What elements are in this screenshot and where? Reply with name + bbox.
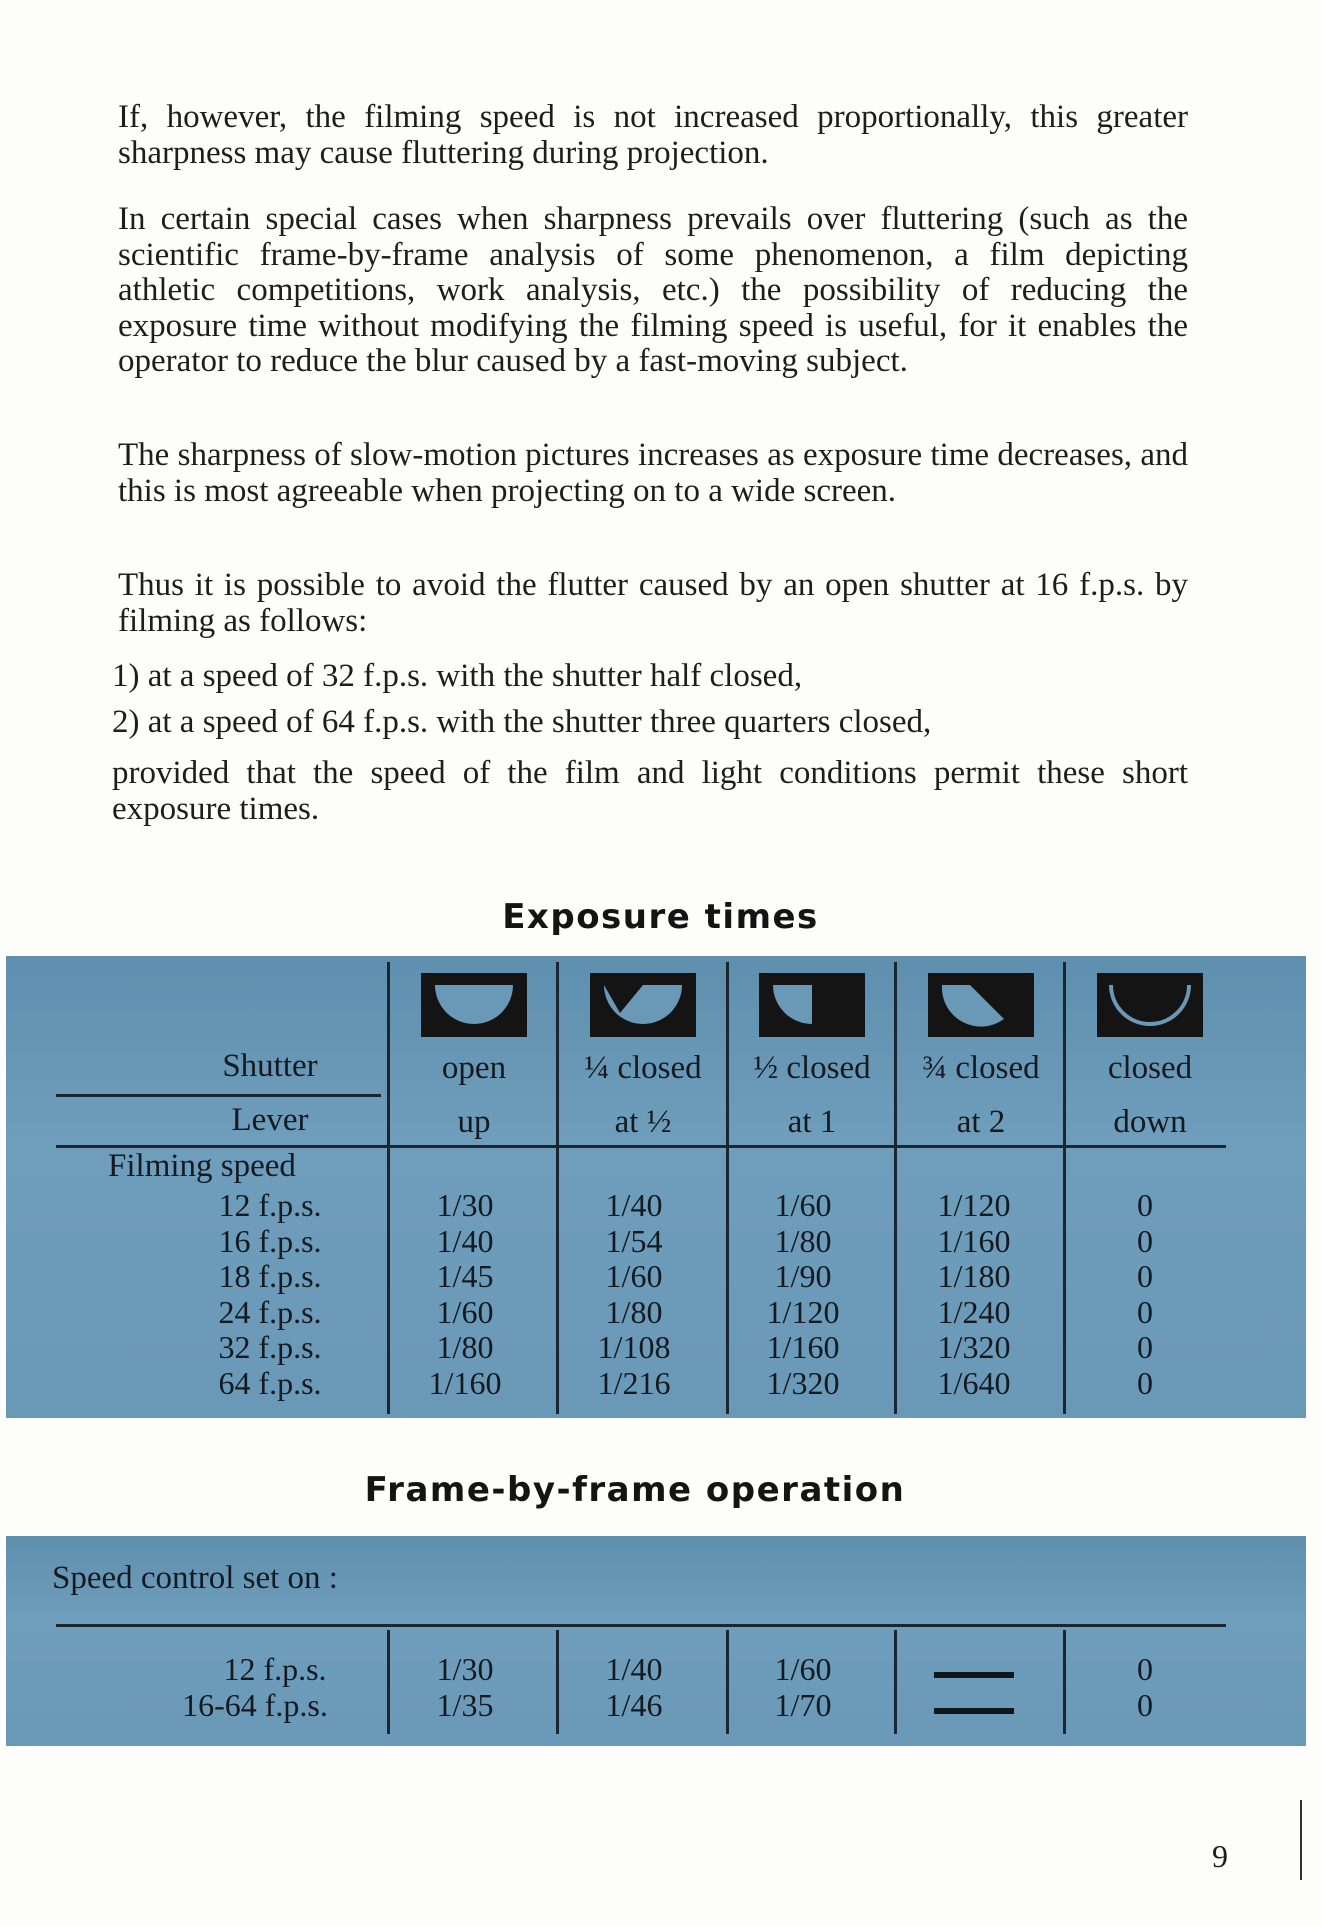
lever-position-2: at 2	[956, 1104, 1006, 1140]
frame-value	[889, 1652, 1059, 1688]
exposure-value: 1/60	[605, 1258, 663, 1294]
frame-value: 1/40	[605, 1651, 663, 1687]
speed-row-label: 24 f.p.s.	[218, 1293, 322, 1330]
exposure-value: 1/640	[937, 1364, 1011, 1401]
shutter-position-closed: closed	[1107, 1050, 1193, 1086]
table-rule	[1063, 962, 1066, 1414]
frame-value: 1/46	[605, 1686, 663, 1723]
frame-value	[889, 1688, 1059, 1724]
filming-speed-label: Filming speed	[108, 1148, 296, 1184]
paragraph-1: If, however, the filming speed is not increased proportionally, this greater sharpness may cause fluttering during projection.	[118, 99, 1188, 171]
frame-value: 1/60	[774, 1651, 832, 1687]
exposure-value: 1/60	[774, 1187, 832, 1223]
paragraph-5: provided that the speed of the film and light conditions permit these short exposure times.	[112, 755, 1188, 827]
frame-speed-label: 12 f.p.s.	[223, 1651, 327, 1687]
speed-row-label: 64 f.p.s.	[218, 1364, 322, 1401]
exposure-column-three-quarters	[889, 1188, 1059, 1401]
exposure-value: 1/90	[774, 1258, 832, 1294]
frame-value: 1/30	[436, 1651, 494, 1687]
table-rule	[387, 962, 390, 1414]
shutter-closed-icon	[1097, 973, 1203, 1037]
exposure-value: 1/216	[597, 1364, 671, 1401]
exposure-column-half	[718, 1188, 888, 1401]
exposure-value: 1/80	[605, 1293, 663, 1330]
exposure-value: 1/80	[774, 1222, 832, 1259]
table-rule	[56, 1145, 1226, 1148]
frame-table-heading: Frame-by-frame operation	[364, 1470, 906, 1510]
exposure-table-heading: Exposure times	[502, 897, 819, 937]
frame-speed-column	[105, 1652, 405, 1723]
frame-value: 0	[1137, 1686, 1153, 1723]
exposure-value: 0	[1137, 1222, 1153, 1259]
frame-column	[549, 1652, 719, 1723]
shutter-position-quarter: ¼ closed	[584, 1050, 702, 1086]
exposure-value: 1/30	[436, 1187, 494, 1223]
frame-value: 0	[1137, 1651, 1153, 1687]
shutter-position-three-quarters: ¾ closed	[922, 1050, 1040, 1086]
shutter-position-half: ½ closed	[753, 1050, 871, 1086]
page-edge-line	[1300, 1800, 1302, 1880]
shutter-position-open: open	[441, 1050, 507, 1086]
exposure-value: 1/108	[597, 1329, 671, 1365]
exposure-value: 0	[1137, 1187, 1153, 1223]
exposure-value: 1/160	[766, 1329, 840, 1365]
dash-mark	[934, 1708, 1014, 1714]
exposure-value: 1/320	[766, 1364, 840, 1401]
frame-value: 1/35	[436, 1686, 494, 1723]
exposure-value: 1/240	[937, 1293, 1011, 1330]
exposure-value: 0	[1137, 1329, 1153, 1365]
lever-position-1: at 1	[787, 1104, 837, 1140]
table-rule	[726, 1630, 729, 1734]
speed-control-label: Speed control set on :	[52, 1560, 338, 1596]
paragraph-3: The sharpness of slow-motion pictures increases as exposure time decreases, and this is most agreeable when projecting on to a wide screen.	[118, 437, 1188, 509]
dash-mark	[934, 1672, 1014, 1678]
speed-row-label: 32 f.p.s.	[218, 1329, 322, 1365]
frame-value: 1/70	[774, 1686, 832, 1723]
page-number: 9	[1212, 1838, 1228, 1874]
list-item: 1) at a speed of 32 f.p.s. with the shutter half closed,	[112, 658, 803, 694]
speed-row-label: 16 f.p.s.	[218, 1222, 322, 1259]
table-rule	[1063, 1630, 1066, 1734]
exposure-value: 1/40	[436, 1222, 494, 1259]
paragraph-4: Thus it is possible to avoid the flutter caused by an open shutter at 16 f.p.s. by filming as follows:	[118, 567, 1188, 639]
shutter-label: Shutter	[222, 1048, 318, 1084]
lever-position-half: at ½	[614, 1104, 672, 1140]
exposure-value: 1/320	[937, 1329, 1011, 1365]
exposure-value: 0	[1137, 1364, 1153, 1401]
exposure-value: 1/160	[428, 1364, 502, 1401]
exposure-value: 0	[1137, 1293, 1153, 1330]
exposure-column-closed	[1060, 1188, 1230, 1401]
exposure-value: 1/120	[937, 1187, 1011, 1223]
table-rule	[894, 962, 897, 1414]
exposure-value: 1/160	[937, 1222, 1011, 1259]
table-rule	[387, 1630, 390, 1734]
shutter-quarter-closed-icon	[590, 973, 696, 1037]
table-rule	[556, 962, 559, 1414]
speed-row-label: 12 f.p.s.	[218, 1187, 322, 1223]
lever-label: Lever	[231, 1102, 309, 1138]
shutter-half-closed-icon	[759, 973, 865, 1037]
shutter-open-icon	[421, 973, 527, 1037]
exposure-value: 1/45	[436, 1258, 494, 1294]
table-rule	[56, 1624, 1226, 1627]
table-rule	[556, 1630, 559, 1734]
table-rule	[56, 1094, 381, 1097]
exposure-value: 1/54	[605, 1222, 663, 1259]
frame-column	[1060, 1652, 1230, 1723]
exposure-value: 1/40	[605, 1187, 663, 1223]
exposure-value: 1/80	[436, 1329, 494, 1365]
paragraph-2: In certain special cases when sharpness prevails over fluttering (such as the scientific frame-by-frame analysis of some phenomenon, a film depicting athletic competitions, work analysis, etc.) the possibility of reducing the exposure time without modifying the filming speed is useful, for it enables the operator to reduce the blur caused by a fast-moving subject.	[118, 201, 1188, 379]
lever-position-down: down	[1113, 1104, 1187, 1140]
table-rule	[726, 962, 729, 1414]
exposure-value: 0	[1137, 1258, 1153, 1294]
table-rule	[894, 1630, 897, 1734]
frame-speed-label: 16-64 f.p.s.	[182, 1686, 328, 1723]
speed-row-label: 18 f.p.s.	[218, 1258, 322, 1294]
list-item: 2) at a speed of 64 f.p.s. with the shutter three quarters closed,	[112, 704, 932, 740]
frame-column	[380, 1652, 550, 1723]
lever-position-up: up	[457, 1104, 491, 1140]
shutter-three-quarters-closed-icon	[928, 973, 1034, 1037]
exposure-column-quarter	[549, 1188, 719, 1401]
exposure-value: 1/180	[937, 1258, 1011, 1294]
exposure-column-open	[380, 1188, 550, 1401]
exposure-value: 1/60	[436, 1293, 494, 1330]
frame-column	[718, 1652, 888, 1723]
exposure-value: 1/120	[766, 1293, 840, 1330]
